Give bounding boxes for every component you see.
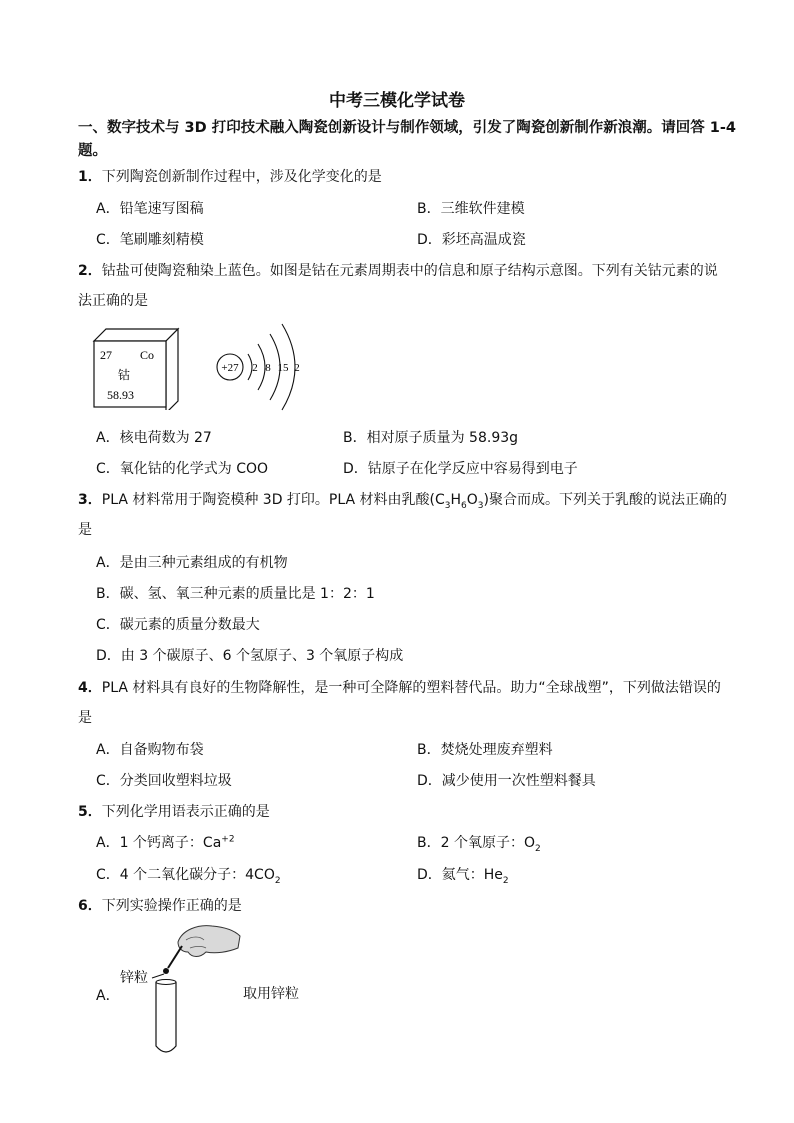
nucleus-charge: +27 (221, 362, 239, 374)
zinc-label: 锌粒 (120, 971, 148, 986)
q3-option-b: B．碳、氢、氧三种元素的质量比是 1：2：1 (96, 586, 375, 602)
question-1 (78, 166, 382, 186)
q3-option-c: C．碳元素的质量分数最大 (96, 617, 260, 633)
page-title: 中考三模化学试卷 (329, 91, 465, 111)
shell-1-electrons: 2 (252, 362, 258, 374)
q4-option-c: C．分类回收塑料垃圾 (96, 773, 232, 789)
question-3: 3．PLA 材料常用于陶瓷模种 3D 打印。PLA 材料由乳酸$(C_3H_6O_3)$聚合而成。下列关于乳酸的说法正确的 (78, 492, 727, 511)
question-2-line2: 法正确的是 (78, 293, 148, 309)
q4-option-d: D．减少使用一次性塑料餐具 (417, 773, 596, 789)
atom-structure-figure (212, 320, 312, 415)
shell-2-electrons: 8 (265, 362, 271, 374)
question-stem-line1: PLA 材料具有良好的生物降解性，是一种可全降解的塑料替代品。助力“全球战塑”，下列做法错误的 (101, 680, 721, 696)
question-number: 4． (78, 680, 102, 696)
question-2 (78, 260, 718, 280)
question-stem: 下列陶瓷创新制作过程中，涉及化学变化的是 (101, 169, 382, 185)
q1-option-c: C．笔刷雕刻精模 (96, 232, 204, 248)
q5-option-a: A．1 个钙离子：$Ca^{+2}$ (96, 834, 235, 851)
question-4-line2: 是 (78, 710, 92, 726)
q6-option-a-caption: 取用锌粒 (243, 986, 299, 1002)
atomic-mass: 58.93 (107, 388, 134, 402)
element-symbol: Co (140, 348, 155, 362)
q5-option-c: C．4 个二氧化碳分子：$4CO_2$ (96, 867, 281, 886)
q5-option-b: B．2 个氧原子：$O_2$ (417, 835, 541, 854)
q5-option-d: D．氦气：$He_2$ (417, 867, 509, 886)
zinc-granule-figure (116, 918, 246, 1060)
question-number: 6． (78, 898, 102, 914)
q2-option-d: D．钴原子在化学反应中容易得到电子 (343, 461, 578, 477)
question-stem: 下列化学用语表示正确的是 (101, 804, 270, 820)
question-4 (78, 677, 721, 697)
shell-3-electrons: 15 (277, 362, 289, 374)
question-number: 3． (78, 492, 102, 508)
question-stem-line1: 钴盐可使陶瓷釉染上蓝色。如图是钴在元素周期表中的信息和原子结构示意图。下列有关钴元素的说 (101, 263, 718, 279)
question-number: 2． (78, 263, 102, 279)
question-number: 5． (78, 804, 102, 820)
atomic-number: 27 (100, 348, 112, 362)
q3-option-d: D．由 3 个碳原子、6 个氢原子、3 个氧原子构成 (96, 648, 404, 664)
question-6 (78, 895, 242, 915)
q1-option-b: B．三维软件建模 (417, 201, 525, 217)
q3-option-a: A．是由三种元素组成的有机物 (96, 555, 288, 571)
q2-option-a: A．核电荷数为 27 (96, 430, 212, 446)
q1-option-d: D．彩坯高温成瓷 (417, 232, 526, 248)
q1-option-a: A．铅笔速写图稿 (96, 201, 204, 217)
q2-option-c: C．氧化钴的化学式为 COO (96, 461, 269, 477)
q6-option-a-letter: A． (96, 988, 120, 1004)
q4-option-a: A．自备购物布袋 (96, 742, 204, 758)
question-5 (78, 801, 270, 821)
question-number: 1． (78, 169, 102, 185)
q4-option-b: B．焚烧处理废弃塑料 (417, 742, 553, 758)
question-3-line2: 是 (78, 522, 92, 538)
element-name: 钴 (118, 368, 131, 382)
section-heading: 一、数字技术与 3D 打印技术融入陶瓷创新设计与制作领域，引发了陶瓷创新制作新浪潮。请回答 1-4 题。 (78, 120, 736, 159)
shell-4-electrons: 2 (294, 362, 300, 374)
question-stem: 下列实验操作正确的是 (101, 898, 242, 914)
periodic-cell-figure (90, 325, 185, 410)
q2-option-b: B．相对原子质量为 58.93g (343, 430, 519, 446)
